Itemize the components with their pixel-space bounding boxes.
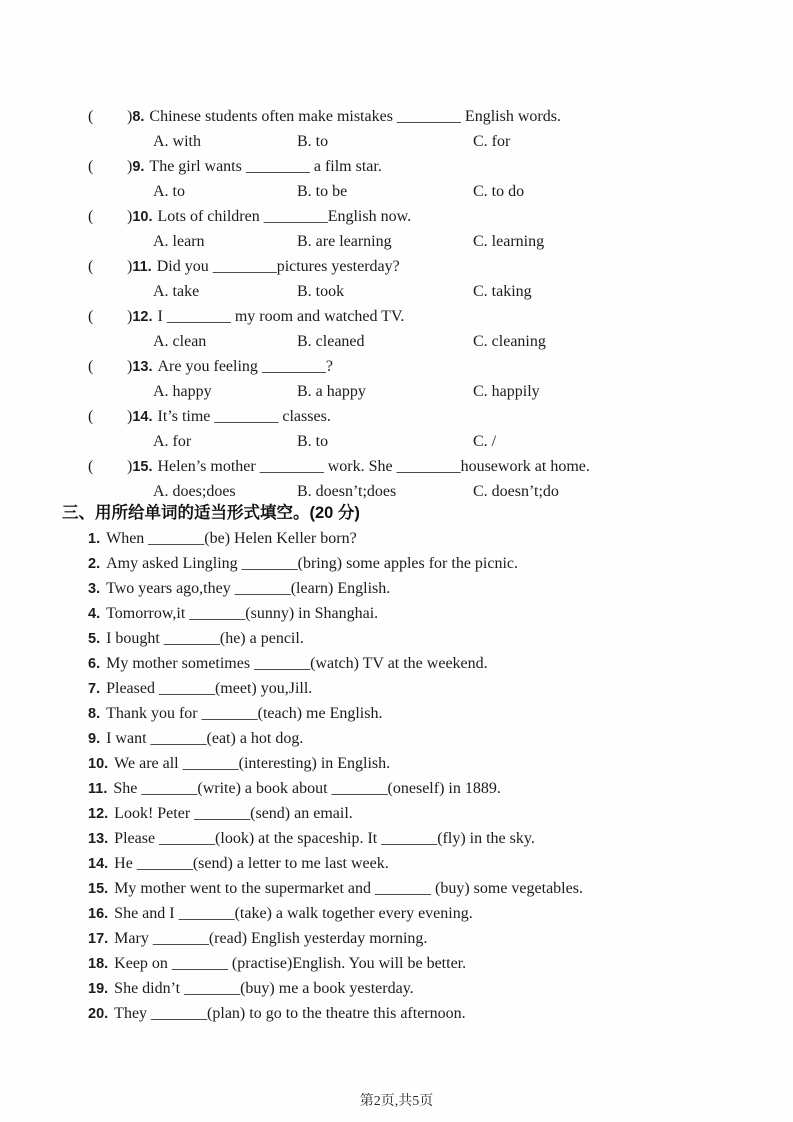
fill-in-item xyxy=(88,926,773,951)
item-text: Tomorrow,it _______(sunny) in Shanghai. xyxy=(106,605,379,622)
option-b: B. to xyxy=(297,133,329,150)
answer-bracket-open: ( xyxy=(88,258,94,275)
option-b: B. a happy xyxy=(297,383,366,400)
option-b: B. doesn’t;does xyxy=(297,483,397,500)
answer-bracket-close: ) xyxy=(127,458,133,475)
item-text: Two years ago,they _______(learn) English. xyxy=(106,580,391,597)
fill-in-item xyxy=(88,876,773,901)
item-number: 18. xyxy=(88,956,109,972)
option-b: B. are learning xyxy=(297,233,392,250)
mcq-options-row xyxy=(88,279,773,304)
fill-in-item xyxy=(88,526,773,551)
item-text: Keep on _______ (practise)English. You will be better. xyxy=(114,955,467,972)
mcq-question-line xyxy=(88,354,773,379)
fill-in-item xyxy=(88,826,773,851)
item-number: 4. xyxy=(88,606,101,622)
answer-bracket-close: ) xyxy=(127,108,133,125)
answer-bracket-open: ( xyxy=(88,408,94,425)
fill-in-item xyxy=(88,626,773,651)
item-text: I bought _______(he) a pencil. xyxy=(106,630,304,647)
option-a: A. happy xyxy=(153,383,212,400)
option-b: B. cleaned xyxy=(297,333,365,350)
fill-in-item xyxy=(88,776,773,801)
mcq-question-line xyxy=(88,154,773,179)
item-number: 8. xyxy=(88,706,101,722)
mcq-question-line xyxy=(88,104,773,129)
fill-in-item xyxy=(88,576,773,601)
mcq-question-line xyxy=(88,204,773,229)
option-c: C. cleaning xyxy=(473,333,546,350)
item-number: 11. xyxy=(88,781,108,797)
item-number: 17. xyxy=(88,931,109,947)
fill-in-item xyxy=(88,901,773,926)
fill-in-item xyxy=(88,551,773,576)
fill-in-item xyxy=(88,726,773,751)
mcq-options-row xyxy=(88,129,773,154)
item-text: Pleased _______(meet) you,Jill. xyxy=(106,680,313,697)
mcq-options-row xyxy=(88,229,773,254)
question-number: 12. xyxy=(132,309,153,325)
item-text: When _______(be) Helen Keller born? xyxy=(106,530,357,547)
item-text: He _______(send) a letter to me last week. xyxy=(114,855,389,872)
item-text: My mother went to the supermarket and _______ (buy) some vegetables. xyxy=(114,880,583,897)
item-number: 1. xyxy=(88,531,101,547)
item-number: 7. xyxy=(88,681,101,697)
answer-bracket-close: ) xyxy=(127,308,133,325)
mcq-section xyxy=(88,104,773,504)
answer-bracket-open: ( xyxy=(88,108,94,125)
question-number: 10. xyxy=(132,209,153,225)
mcq-options-row xyxy=(88,429,773,454)
fill-in-item xyxy=(88,676,773,701)
question-text: The girl wants ________ a film star. xyxy=(149,158,382,175)
option-c: C. for xyxy=(473,133,511,150)
answer-bracket-open: ( xyxy=(88,208,94,225)
fill-in-item xyxy=(88,701,773,726)
fill-in-item xyxy=(88,601,773,626)
fill-in-item xyxy=(88,851,773,876)
answer-bracket-close: ) xyxy=(127,408,133,425)
item-number: 10. xyxy=(88,756,109,772)
item-number: 15. xyxy=(88,881,109,897)
answer-bracket-close: ) xyxy=(127,158,133,175)
item-text: She didn’t _______(buy) me a book yesterday. xyxy=(114,980,414,997)
mcq-options-row xyxy=(88,179,773,204)
answer-bracket-close: ) xyxy=(127,358,133,375)
answer-bracket-open: ( xyxy=(88,158,94,175)
item-number: 20. xyxy=(88,1006,109,1022)
item-text: We are all _______(interesting) in English. xyxy=(114,755,391,772)
item-number: 5. xyxy=(88,631,101,647)
option-c: C. doesn’t;do xyxy=(473,483,559,500)
mcq-question-line xyxy=(88,254,773,279)
question-text: Are you feeling ________? xyxy=(157,358,334,375)
question-text: Lots of children ________English now. xyxy=(157,208,412,225)
question-number: 14. xyxy=(132,409,153,425)
option-c: C. learning xyxy=(473,233,545,250)
item-number: 9. xyxy=(88,731,101,747)
item-text: They _______(plan) to go to the theatre this afternoon. xyxy=(114,1005,466,1022)
question-number: 15. xyxy=(132,459,153,475)
item-text: I want _______(eat) a hot dog. xyxy=(106,730,304,747)
item-number: 19. xyxy=(88,981,109,997)
item-text: Mary _______(read) English yesterday morning. xyxy=(114,930,428,947)
item-number: 6. xyxy=(88,656,101,672)
option-a: A. does;does xyxy=(153,483,236,500)
question-text: Chinese students often make mistakes ________ English words. xyxy=(149,108,561,125)
fill-in-item xyxy=(88,976,773,1001)
question-number: 13. xyxy=(132,359,153,375)
answer-bracket-open: ( xyxy=(88,308,94,325)
option-c: C. taking xyxy=(473,283,532,300)
item-number: 3. xyxy=(88,581,101,597)
item-number: 14. xyxy=(88,856,109,872)
item-number: 12. xyxy=(88,806,109,822)
option-a: A. to xyxy=(153,183,185,200)
item-text: Amy asked Lingling _______(bring) some apples for the picnic. xyxy=(106,555,519,572)
question-number: 8. xyxy=(132,109,145,125)
question-text: Helen’s mother ________ work. She ________housework at home. xyxy=(157,458,590,475)
option-c: C. / xyxy=(473,433,497,450)
mcq-question-line xyxy=(88,454,773,479)
fill-in-item xyxy=(88,751,773,776)
question-number: 9. xyxy=(132,159,145,175)
answer-bracket-close: ) xyxy=(127,208,133,225)
option-b: B. took xyxy=(297,283,345,300)
fill-in-item xyxy=(88,651,773,676)
question-text: I ________ my room and watched TV. xyxy=(157,308,405,325)
mcq-question-line xyxy=(88,404,773,429)
item-text: Thank you for _______(teach) me English. xyxy=(106,705,383,722)
item-text: Please _______(look) at the spaceship. It _______(fly) in the sky. xyxy=(114,830,535,847)
mcq-options-row xyxy=(88,379,773,404)
option-c: C. to do xyxy=(473,183,525,200)
answer-bracket-open: ( xyxy=(88,358,94,375)
fill-in-item xyxy=(88,801,773,826)
item-text: Look! Peter _______(send) an email. xyxy=(114,805,353,822)
item-number: 2. xyxy=(88,556,101,572)
item-number: 13. xyxy=(88,831,109,847)
item-text: She _______(write) a book about _______(oneself) in 1889. xyxy=(113,780,501,797)
fill-in-item xyxy=(88,951,773,976)
option-a: A. clean xyxy=(153,333,207,350)
answer-bracket-close: ) xyxy=(127,258,133,275)
mcq-question-line xyxy=(88,304,773,329)
option-a: A. with xyxy=(153,133,201,150)
question-number: 11. xyxy=(132,259,152,275)
option-b: B. to be xyxy=(297,183,348,200)
option-a: A. learn xyxy=(153,233,205,250)
answer-bracket-open: ( xyxy=(88,458,94,475)
option-a: A. for xyxy=(153,433,192,450)
item-text: My mother sometimes _______(watch) TV at the weekend. xyxy=(106,655,488,672)
fill-in-section xyxy=(88,526,773,1026)
option-c: C. happily xyxy=(473,383,540,400)
option-b: B. to xyxy=(297,433,329,450)
fill-in-item xyxy=(88,1001,773,1026)
question-text: It’s time ________ classes. xyxy=(157,408,331,425)
mcq-options-row xyxy=(88,329,773,354)
question-text: Did you ________pictures yesterday? xyxy=(156,258,400,275)
item-text: She and I _______(take) a walk together every evening. xyxy=(114,905,473,922)
item-number: 16. xyxy=(88,906,109,922)
page-footer: 第2页,共5页 xyxy=(359,1094,434,1109)
section-three-header: 三、用所给单词的适当形式填空。(20 分) xyxy=(62,504,360,522)
option-a: A. take xyxy=(153,283,200,300)
